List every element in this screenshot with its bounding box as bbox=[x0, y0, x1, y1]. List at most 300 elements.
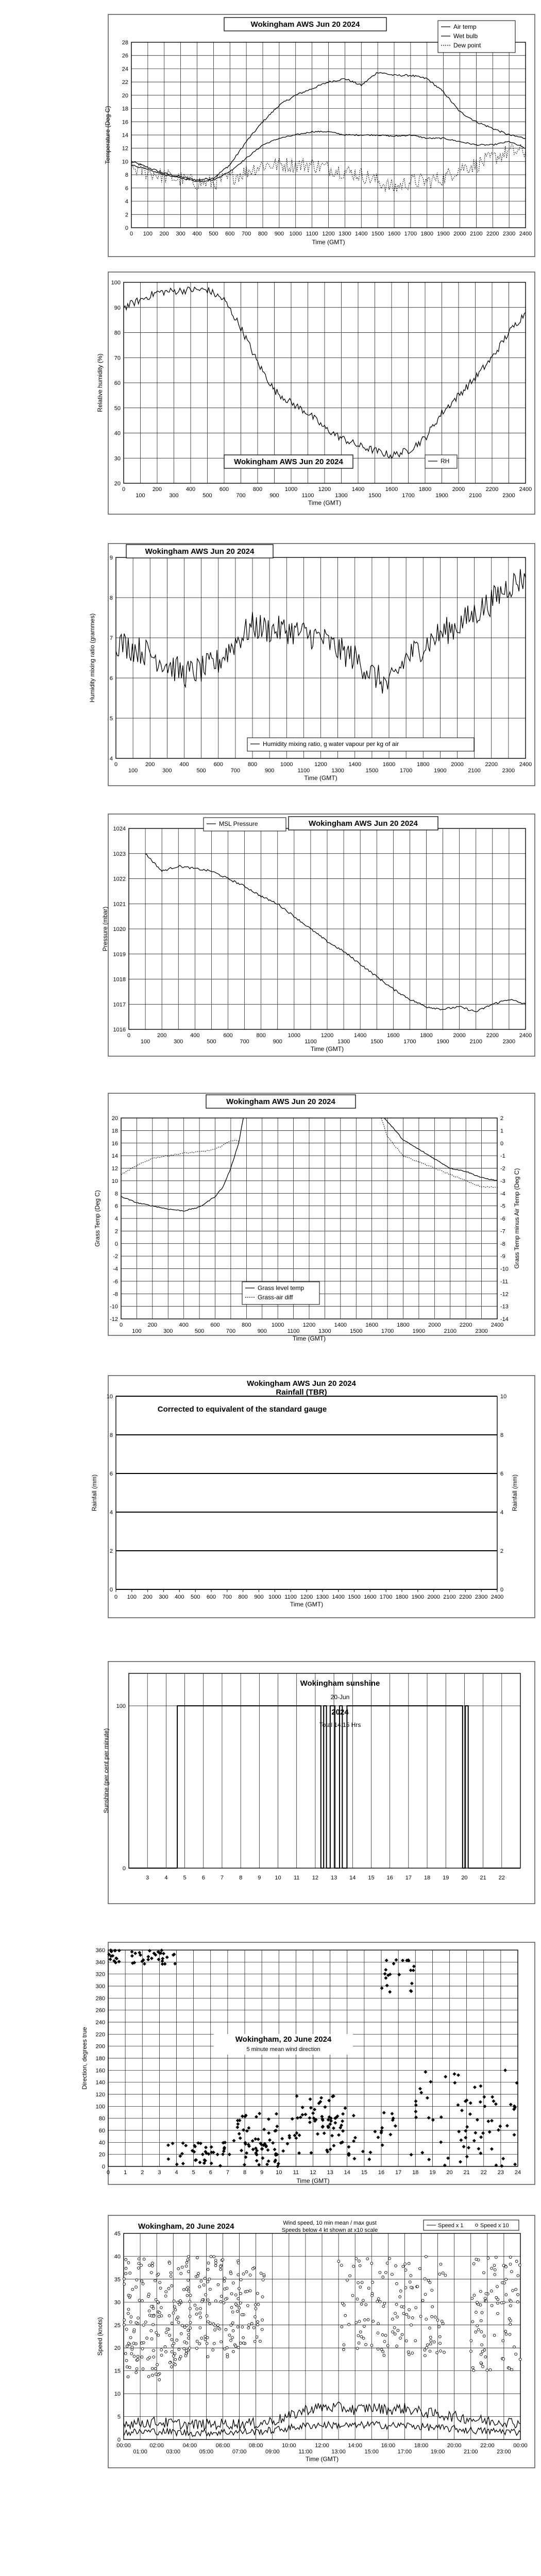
x-tick-label: 08:00 bbox=[248, 2443, 263, 2449]
x-tick-label: 100 bbox=[136, 493, 145, 499]
x-tick-label: 1100 bbox=[301, 493, 314, 499]
gust-point bbox=[168, 2361, 171, 2364]
gust-point bbox=[362, 2299, 364, 2302]
gust-point bbox=[188, 2333, 190, 2336]
gust-point bbox=[165, 2291, 167, 2293]
gust-point bbox=[222, 2259, 224, 2261]
y-tick-label: 60 bbox=[98, 2128, 105, 2134]
gust-point bbox=[173, 2300, 175, 2302]
x-tick-label: 2400 bbox=[519, 231, 532, 237]
x-tick-label: 01:00 bbox=[133, 2449, 147, 2455]
gust-point bbox=[185, 2288, 188, 2291]
y2-tick-label: -1 bbox=[500, 1153, 505, 1160]
gust-point bbox=[509, 2256, 512, 2259]
gust-point bbox=[502, 2358, 505, 2360]
x-tick-label: 2200 bbox=[459, 1322, 472, 1328]
x-axis-label: Time (GMT) bbox=[304, 774, 337, 782]
mixing-ratio-chart bbox=[89, 544, 535, 786]
gust-point bbox=[240, 2292, 242, 2295]
gust-point bbox=[517, 2294, 519, 2296]
gust-point bbox=[439, 2263, 442, 2265]
gust-point bbox=[505, 2333, 508, 2335]
gust-point bbox=[358, 2320, 361, 2323]
gust-point bbox=[147, 2376, 150, 2378]
gust-point bbox=[202, 2284, 205, 2286]
x-tick-label: 14 bbox=[349, 1875, 356, 1881]
y-tick-label: 16 bbox=[111, 1140, 118, 1147]
x-tick-label: 17 bbox=[405, 1875, 412, 1881]
gust-point bbox=[152, 2324, 155, 2326]
x-tick-label: 2300 bbox=[502, 231, 516, 237]
gust-point bbox=[365, 2303, 367, 2306]
gust-point bbox=[481, 2311, 483, 2314]
gust-point bbox=[429, 2281, 431, 2284]
gust-point bbox=[158, 2379, 161, 2381]
gust-point bbox=[150, 2305, 153, 2308]
y-tick-label: 60 bbox=[114, 380, 121, 386]
x-tick-label: 900 bbox=[273, 1039, 282, 1045]
gust-point bbox=[360, 2303, 363, 2306]
gust-point bbox=[151, 2262, 154, 2264]
gust-point bbox=[515, 2353, 517, 2355]
gust-point bbox=[505, 2278, 508, 2281]
gust-point bbox=[129, 2295, 131, 2297]
gust-point bbox=[394, 2333, 396, 2335]
x-tick-label: 400 bbox=[190, 1032, 200, 1039]
gust-point bbox=[424, 2278, 426, 2280]
gust-point bbox=[225, 2328, 227, 2331]
x-tick-label: 1100 bbox=[297, 768, 310, 774]
gust-point bbox=[383, 2340, 386, 2343]
y-tick-label: 120 bbox=[95, 2092, 105, 2098]
gust-point bbox=[223, 2301, 225, 2304]
legend-entry: Wet bulb bbox=[453, 32, 478, 40]
x-tick-label: 400 bbox=[175, 1594, 184, 1600]
y2-tick-label: -11 bbox=[500, 1278, 509, 1285]
y-tick-label: 180 bbox=[95, 2056, 105, 2062]
y2-tick-label: 0 bbox=[500, 1140, 504, 1147]
gust-point bbox=[132, 2342, 135, 2345]
x-tick-label: 9 bbox=[260, 2170, 264, 2176]
gust-point bbox=[126, 2366, 128, 2368]
y2-tick-label: -10 bbox=[500, 1266, 509, 1273]
gust-point bbox=[217, 2283, 219, 2286]
gust-point bbox=[136, 2367, 138, 2370]
gust-point bbox=[241, 2313, 243, 2316]
gust-point bbox=[231, 2321, 234, 2324]
x-tick-label: 1700 bbox=[399, 768, 413, 774]
y-tick-label: 8 bbox=[114, 1191, 118, 1197]
y-tick-label: 12 bbox=[122, 145, 128, 152]
y2-tick-label: 6 bbox=[500, 1471, 504, 1477]
gust-point bbox=[517, 2275, 519, 2277]
gust-point bbox=[261, 2296, 264, 2298]
x-tick-label: 18 bbox=[424, 1875, 431, 1881]
gust-point bbox=[237, 2262, 240, 2264]
gust-point bbox=[359, 2264, 361, 2267]
x-tick-label: 1200 bbox=[300, 1594, 313, 1600]
gust-point bbox=[135, 2286, 138, 2289]
gust-point bbox=[234, 2294, 237, 2296]
x-tick-label: 18 bbox=[412, 2170, 419, 2176]
gust-point bbox=[141, 2280, 143, 2282]
y-tick-label: 24 bbox=[122, 66, 128, 73]
gust-point bbox=[158, 2311, 161, 2314]
gust-point bbox=[392, 2318, 394, 2320]
gust-point bbox=[208, 2278, 211, 2280]
x-tick-label: 22 bbox=[480, 2170, 487, 2176]
gust-point bbox=[377, 2332, 379, 2334]
gust-point bbox=[382, 2276, 384, 2278]
legend-entry: RH bbox=[441, 457, 450, 465]
gust-point bbox=[508, 2367, 511, 2369]
x-tick-label: 2000 bbox=[453, 231, 466, 237]
x-tick-label: 1400 bbox=[355, 231, 368, 237]
gust-point bbox=[436, 2351, 438, 2354]
y-tick-label: 28 bbox=[122, 40, 128, 46]
gust-point bbox=[154, 2367, 157, 2370]
gust-point bbox=[237, 2297, 240, 2300]
gust-point bbox=[219, 2268, 222, 2271]
gust-point bbox=[513, 2346, 516, 2348]
x-tick-label: 1000 bbox=[284, 486, 298, 493]
y-tick-label: -6 bbox=[113, 1278, 118, 1285]
gust-point bbox=[173, 2355, 175, 2358]
gust-point bbox=[215, 2262, 217, 2264]
gust-point bbox=[429, 2336, 432, 2338]
gust-point bbox=[483, 2272, 485, 2274]
x-tick-label: 15 bbox=[361, 2170, 367, 2176]
x-tick-label: 1700 bbox=[381, 1328, 394, 1334]
gust-point bbox=[171, 2366, 173, 2368]
x-tick-label: 800 bbox=[242, 1322, 251, 1328]
gust-point bbox=[494, 2273, 496, 2276]
y-tick-label: -10 bbox=[110, 1303, 118, 1310]
gust-point bbox=[404, 2263, 407, 2265]
x-tick-label: 1200 bbox=[318, 486, 331, 493]
x-tick-label: 12:00 bbox=[315, 2443, 329, 2449]
x-tick-label: 13 bbox=[330, 1875, 337, 1881]
gust-point bbox=[408, 2353, 411, 2356]
x-tick-label: 2000 bbox=[428, 1322, 441, 1328]
y-tick-label: 1017 bbox=[113, 1002, 126, 1008]
gust-point bbox=[484, 2355, 487, 2358]
gust-point bbox=[358, 2342, 360, 2344]
gust-point bbox=[497, 2298, 499, 2301]
gust-point bbox=[365, 2343, 367, 2346]
gust-point bbox=[183, 2326, 186, 2329]
x-tick-label: 2200 bbox=[486, 1032, 499, 1039]
rainfall-chart bbox=[91, 1376, 535, 1618]
gust-point bbox=[357, 2281, 360, 2284]
x-tick-label: 9 bbox=[258, 1875, 261, 1881]
gust-point bbox=[256, 2336, 258, 2338]
x-tick-label: 1400 bbox=[353, 1032, 367, 1039]
gust-point bbox=[151, 2367, 154, 2370]
gust-point bbox=[206, 2342, 208, 2345]
gust-point bbox=[159, 2281, 161, 2284]
gust-point bbox=[424, 2354, 426, 2357]
gust-point bbox=[349, 2275, 351, 2277]
y-tick-label: 20 bbox=[111, 1115, 118, 1122]
y-tick-label: 6 bbox=[125, 185, 128, 192]
y2-tick-label: 0 bbox=[500, 1587, 504, 1593]
gust-point bbox=[429, 2327, 431, 2329]
gust-point bbox=[472, 2369, 475, 2372]
x-tick-label: 1800 bbox=[395, 1594, 409, 1600]
gust-point bbox=[250, 2323, 253, 2325]
x-tick-label: 100 bbox=[132, 1328, 142, 1334]
x-tick-label: 500 bbox=[202, 493, 212, 499]
gust-point bbox=[214, 2264, 217, 2267]
x-tick-label: 800 bbox=[238, 1594, 248, 1600]
x-tick-label: 14 bbox=[344, 2170, 350, 2176]
y-tick-label: 1016 bbox=[113, 1027, 126, 1033]
gust-point bbox=[405, 2313, 408, 2316]
y-tick-label: 6 bbox=[109, 675, 113, 682]
gust-point bbox=[496, 2285, 499, 2288]
gust-point bbox=[141, 2356, 143, 2359]
gust-point bbox=[204, 2277, 207, 2280]
x-tick-label: 400 bbox=[192, 231, 202, 237]
chart-title: Wokingham AWS Jun 20 2024 bbox=[145, 547, 255, 556]
y-tick-label: 1018 bbox=[113, 976, 126, 983]
gust-point bbox=[160, 2354, 163, 2357]
gust-point bbox=[407, 2351, 410, 2353]
chart-annotation: Corrected to equivalent of the standard gauge bbox=[157, 1405, 327, 1414]
x-tick-label: 1900 bbox=[435, 493, 448, 499]
gust-point bbox=[124, 2352, 127, 2355]
x-axis-label: Time (GMT) bbox=[305, 2455, 339, 2463]
y-tick-label: 5 bbox=[117, 2414, 121, 2420]
x-tick-label: 1400 bbox=[334, 1322, 347, 1328]
gust-point bbox=[184, 2354, 187, 2357]
gust-point bbox=[490, 2290, 493, 2292]
gust-point bbox=[254, 2316, 257, 2318]
grass-temp-chart bbox=[94, 1093, 535, 1342]
gust-point bbox=[194, 2304, 196, 2307]
gust-point bbox=[197, 2272, 200, 2275]
x-tick-label: 19 bbox=[443, 1875, 449, 1881]
gust-point bbox=[509, 2304, 512, 2307]
x-tick-label: 2300 bbox=[502, 1039, 516, 1045]
gust-point bbox=[260, 2272, 262, 2275]
x-tick-label: 5 bbox=[183, 1875, 187, 1881]
gust-point bbox=[123, 2283, 126, 2285]
x-tick-label: 1400 bbox=[351, 486, 365, 493]
gust-point bbox=[208, 2302, 211, 2305]
x-tick-label: 2200 bbox=[486, 231, 499, 237]
gust-point bbox=[355, 2321, 358, 2324]
y-tick-label: 1023 bbox=[113, 851, 126, 857]
x-tick-label: 700 bbox=[226, 1328, 236, 1334]
gust-point bbox=[214, 2300, 217, 2302]
gust-point bbox=[351, 2294, 354, 2297]
y-tick-label: 50 bbox=[114, 405, 121, 412]
gust-point bbox=[138, 2262, 140, 2265]
gust-point bbox=[493, 2334, 496, 2336]
gust-point bbox=[424, 2293, 427, 2296]
y-axis-label: Temperature (Deg C) bbox=[104, 106, 111, 164]
gust-point bbox=[480, 2290, 482, 2293]
y-axis-label: Speed (knots) bbox=[96, 2317, 104, 2356]
gust-point bbox=[262, 2279, 264, 2281]
gust-point bbox=[429, 2350, 431, 2352]
gust-point bbox=[174, 2352, 176, 2355]
gust-point bbox=[153, 2356, 155, 2359]
gust-point bbox=[503, 2282, 505, 2284]
x-tick-label: 1300 bbox=[339, 231, 351, 237]
x-tick-label: 300 bbox=[159, 1594, 168, 1600]
y-tick-label: 15 bbox=[114, 2368, 121, 2375]
gust-point bbox=[419, 2267, 421, 2270]
gust-point bbox=[505, 2294, 508, 2296]
gust-point bbox=[485, 2300, 487, 2302]
gust-point bbox=[230, 2306, 233, 2309]
x-tick-label: 02:00 bbox=[149, 2443, 164, 2449]
x-tick-label: 100 bbox=[128, 768, 138, 774]
x-tick-label: 2100 bbox=[469, 1039, 482, 1045]
sunshine-chart bbox=[103, 1662, 535, 1904]
y-tick-label: 10 bbox=[122, 159, 128, 165]
x-tick-label: 1900 bbox=[411, 1594, 425, 1600]
y2-tick-label: 1 bbox=[500, 1128, 504, 1134]
gust-point bbox=[171, 2350, 173, 2353]
x-axis-label: Time (GMT) bbox=[310, 1045, 344, 1053]
gust-point bbox=[189, 2294, 192, 2297]
x-tick-label: 1300 bbox=[337, 1039, 350, 1045]
gust-point bbox=[384, 2334, 387, 2337]
gust-point bbox=[343, 2348, 345, 2351]
x-tick-label: 200 bbox=[152, 486, 162, 493]
temperature-chart bbox=[104, 14, 535, 257]
x-tick-label: 1100 bbox=[305, 1039, 317, 1045]
x-tick-label: 100 bbox=[143, 231, 153, 237]
gust-point bbox=[472, 2263, 475, 2265]
gust-point bbox=[195, 2347, 198, 2350]
x-tick-label: 4 bbox=[175, 2170, 178, 2176]
x-tick-label: 1900 bbox=[434, 768, 447, 774]
gust-point bbox=[143, 2258, 145, 2261]
wind-speed-chart bbox=[96, 2215, 535, 2468]
gust-point bbox=[230, 2273, 232, 2275]
x-tick-label: 1900 bbox=[412, 1328, 426, 1334]
y-tick-label: 4 bbox=[114, 1216, 118, 1222]
gust-point bbox=[185, 2342, 188, 2344]
gust-point bbox=[473, 2294, 476, 2297]
gust-point bbox=[411, 2352, 414, 2354]
gust-point bbox=[501, 2301, 503, 2304]
y-tick-label: 45 bbox=[114, 2231, 121, 2237]
gust-point bbox=[254, 2303, 257, 2306]
y2-tick-label: 10 bbox=[500, 1394, 507, 1400]
x-tick-label: 1700 bbox=[379, 1594, 393, 1600]
x-axis-label: Time (GMT) bbox=[296, 2177, 330, 2184]
gust-point bbox=[386, 2262, 388, 2264]
gust-point bbox=[439, 2350, 442, 2352]
gust-point bbox=[148, 2293, 150, 2296]
gust-point bbox=[198, 2285, 201, 2288]
x-tick-label: 300 bbox=[169, 493, 179, 499]
x-tick-label: 1900 bbox=[437, 231, 450, 237]
x-tick-label: 1600 bbox=[365, 1322, 378, 1328]
gust-point bbox=[247, 2327, 250, 2329]
y-tick-label: 1020 bbox=[113, 926, 126, 933]
gust-point bbox=[383, 2302, 386, 2304]
gust-point bbox=[248, 2324, 250, 2326]
x-tick-label: 15:00 bbox=[364, 2449, 379, 2455]
gust-point bbox=[237, 2274, 240, 2276]
gust-point bbox=[379, 2300, 381, 2303]
gust-point bbox=[431, 2289, 433, 2292]
y-tick-label: 20 bbox=[114, 481, 121, 487]
gust-point bbox=[217, 2324, 219, 2327]
x-tick-label: 1800 bbox=[420, 231, 433, 237]
x-tick-label: 800 bbox=[247, 761, 258, 768]
gust-point bbox=[217, 2327, 219, 2329]
gust-point bbox=[242, 2342, 245, 2344]
gust-point bbox=[358, 2260, 361, 2262]
gust-point bbox=[343, 2344, 345, 2346]
x-tick-label: 300 bbox=[174, 1039, 183, 1045]
gust-point bbox=[476, 2301, 479, 2304]
gust-point bbox=[430, 2340, 432, 2342]
gust-point bbox=[175, 2318, 178, 2320]
y-tick-label: 25 bbox=[114, 2322, 121, 2329]
gust-point bbox=[477, 2259, 480, 2261]
x-tick-label: 10 bbox=[276, 2170, 282, 2176]
gust-point bbox=[165, 2331, 167, 2334]
gust-point bbox=[475, 2311, 478, 2314]
gust-point bbox=[196, 2308, 198, 2310]
y-tick-label: 7 bbox=[109, 635, 113, 641]
gust-point bbox=[155, 2331, 158, 2334]
gust-point bbox=[180, 2273, 182, 2275]
gust-point bbox=[232, 2350, 234, 2353]
gust-point bbox=[170, 2275, 172, 2278]
gust-point bbox=[395, 2265, 397, 2267]
gust-point bbox=[198, 2343, 201, 2345]
gust-point bbox=[128, 2366, 131, 2369]
gust-point bbox=[160, 2315, 163, 2317]
x-tick-label: 2100 bbox=[468, 768, 481, 774]
x-tick-label: 500 bbox=[190, 1594, 200, 1600]
gust-point bbox=[376, 2300, 379, 2303]
gust-point bbox=[509, 2333, 511, 2336]
x-tick-label: 23:00 bbox=[497, 2449, 511, 2455]
x-tick-label: 22:00 bbox=[480, 2443, 495, 2449]
gust-point bbox=[257, 2303, 260, 2306]
gust-point bbox=[355, 2258, 358, 2260]
gust-point bbox=[164, 2295, 167, 2297]
legend-entry: Speed x 10 bbox=[480, 2223, 509, 2229]
y-tick-label: 14 bbox=[111, 1153, 118, 1160]
gust-point bbox=[410, 2324, 413, 2326]
gust-point bbox=[252, 2327, 255, 2329]
x-tick-label: 200 bbox=[157, 1032, 167, 1039]
gust-point bbox=[487, 2257, 489, 2260]
gust-point bbox=[356, 2298, 359, 2300]
gust-point bbox=[236, 2310, 239, 2313]
gust-point bbox=[409, 2281, 411, 2283]
gust-point bbox=[356, 2347, 359, 2350]
y-tick-label: 10 bbox=[106, 1394, 113, 1400]
x-tick-label: 1600 bbox=[387, 231, 401, 237]
gust-point bbox=[366, 2258, 369, 2260]
gust-point bbox=[157, 2334, 160, 2336]
x-tick-label: 900 bbox=[254, 1594, 264, 1600]
gust-point bbox=[129, 2336, 132, 2339]
